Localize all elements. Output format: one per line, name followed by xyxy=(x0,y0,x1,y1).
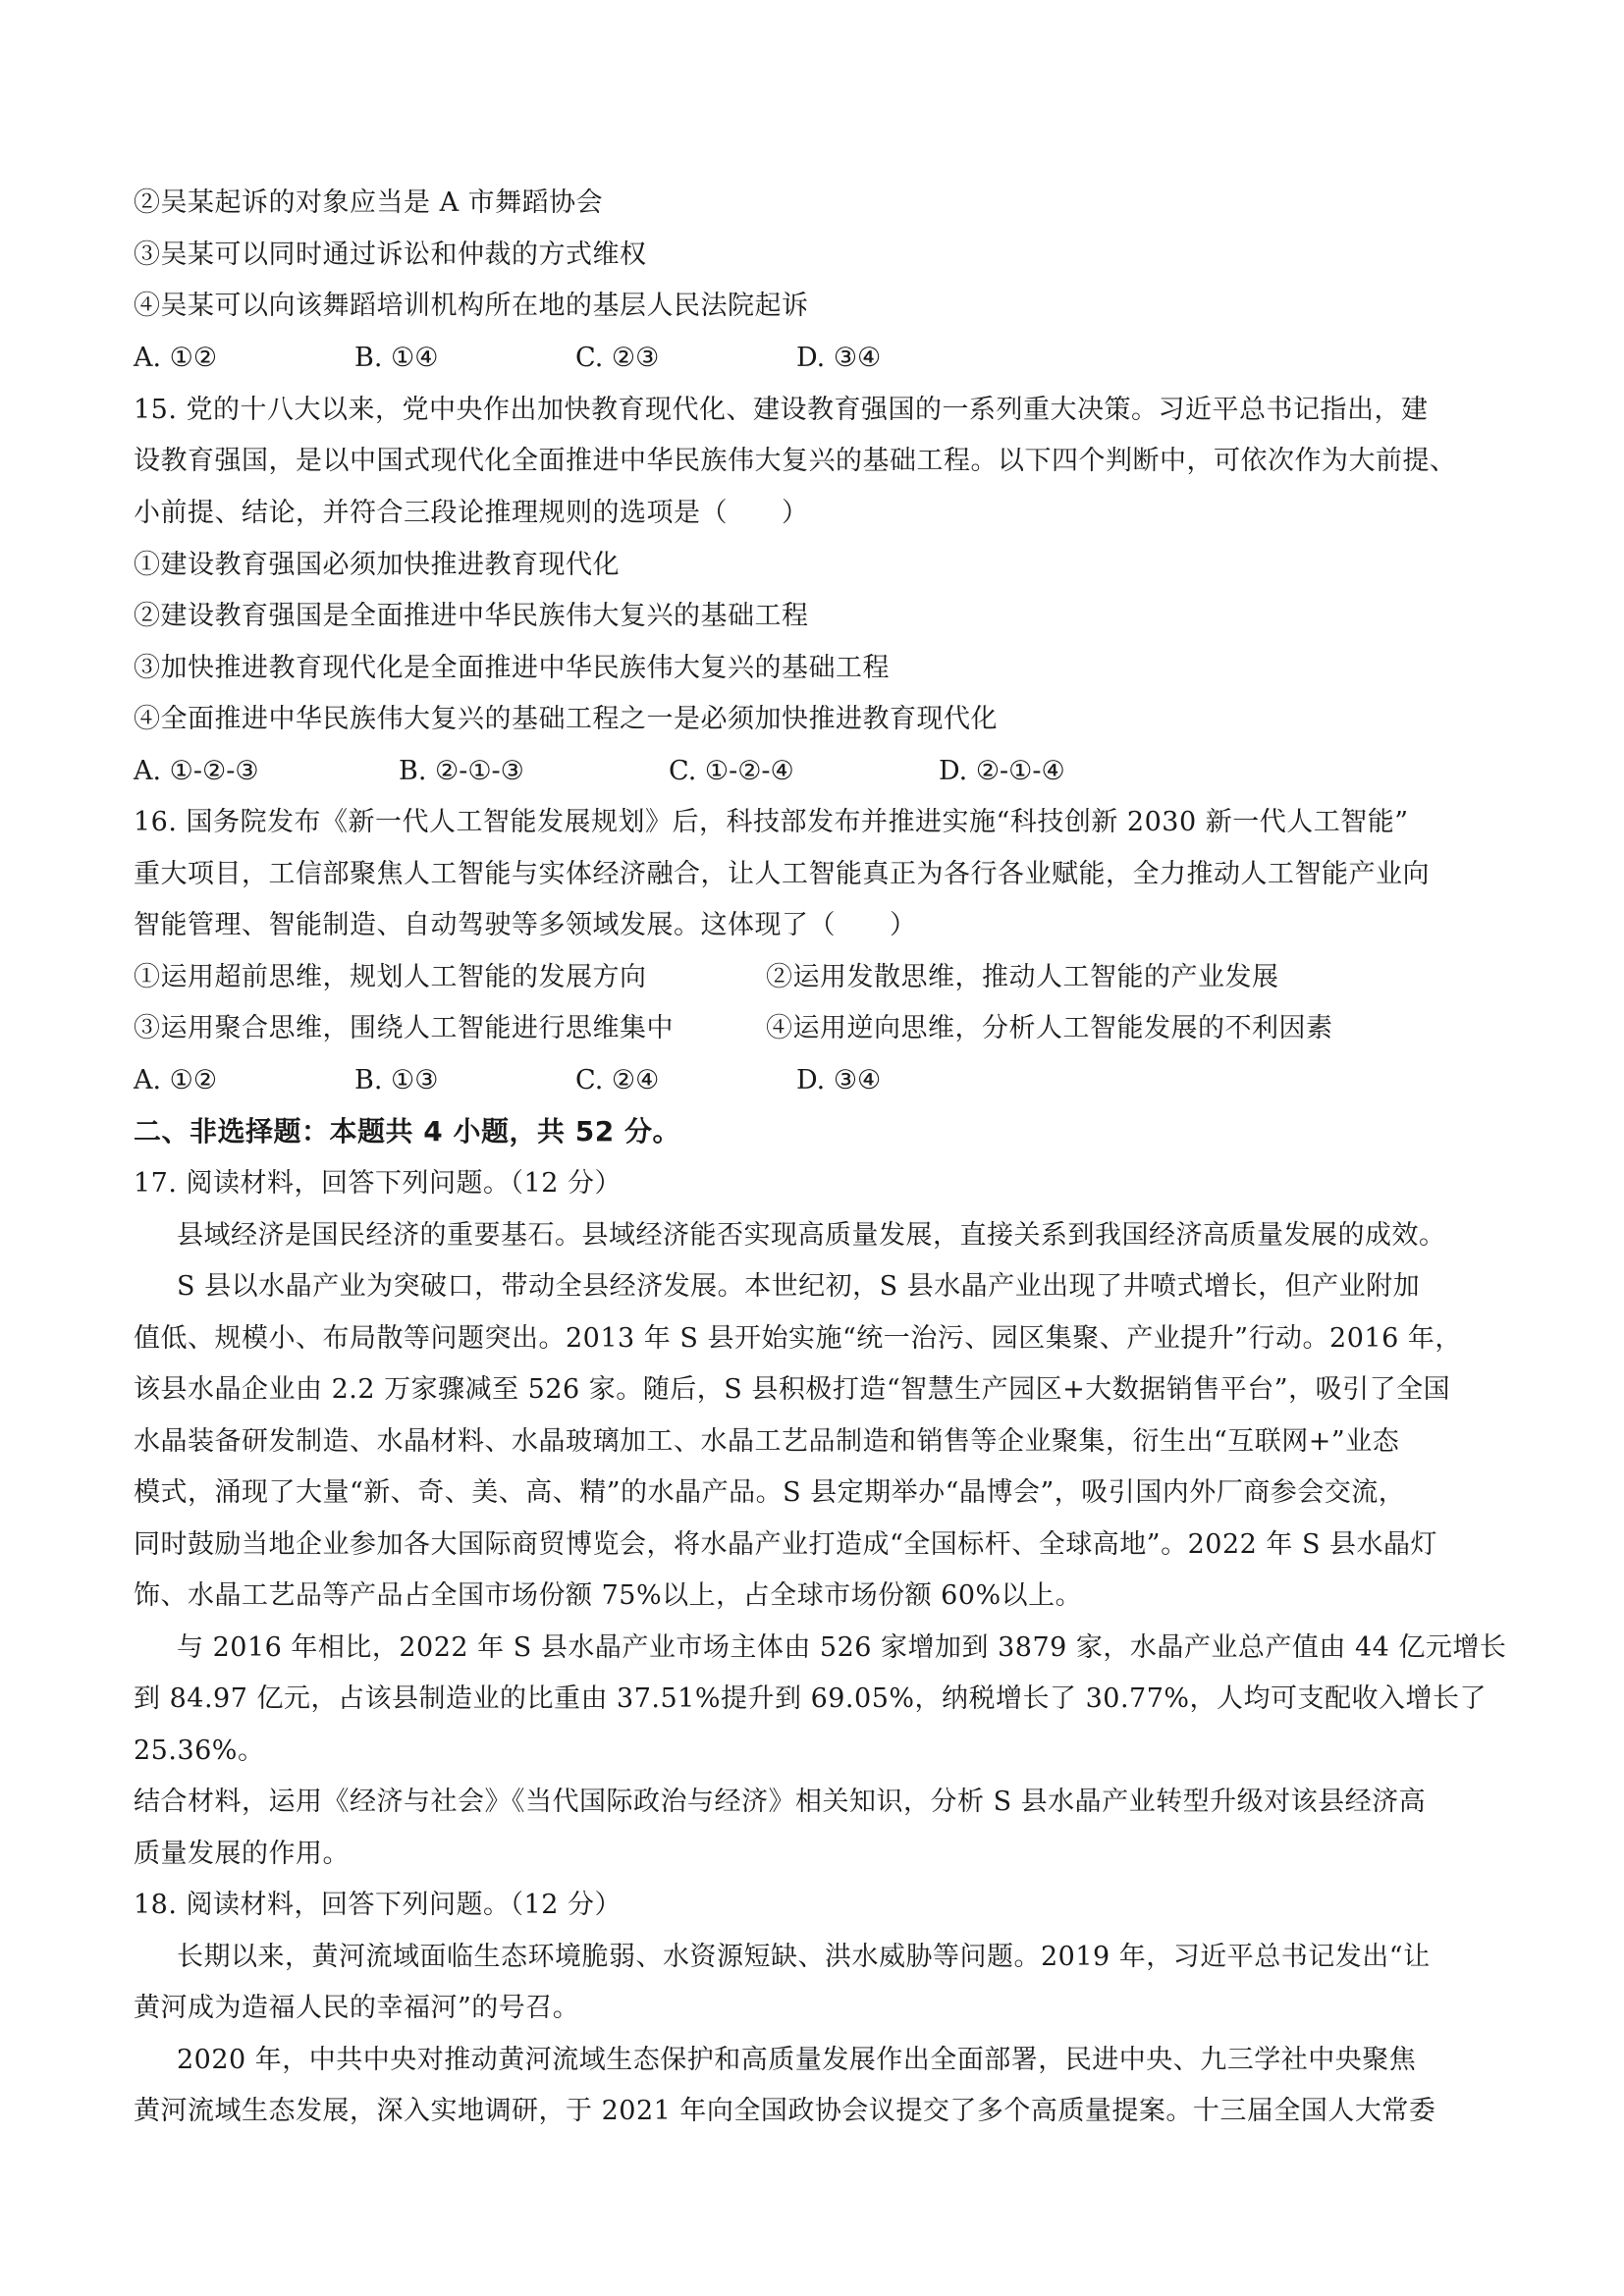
q16-item-3: ③运用聚合思维，围绕人工智能进行思维集中 xyxy=(134,1013,674,1043)
q15-item-3: ③加快推进教育现代化是全面推进中华民族伟大复兴的基础工程 xyxy=(134,653,890,683)
q15-stem-line-2: 设教育强国，是以中国式现代化全面推进中华民族伟大复兴的基础工程。以下四个判断中，可依次作为大前提、 xyxy=(134,446,1457,476)
q14-item-4: ④吴某可以向该舞蹈培训机构所在地的基层人民法院起诉 xyxy=(134,291,809,321)
q17-para-2-line-5: 模式，涌现了大量“新、奇、美、高、精”的水晶产品。S 县定期举办“晶博会”，吸引国内外厂商参会交流， xyxy=(134,1477,1406,1508)
q17-para-2-line-7: 饰、水晶工艺品等产品占全国市场份额 75%以上，占全球市场份额 60%以上。 xyxy=(134,1580,1083,1611)
q17-para-2-line-6: 同时鼓励当地企业参加各大国际商贸博览会，将水晶产业打造成“全国标杆、全球高地”。2022 年 S 县水晶灯 xyxy=(134,1529,1438,1560)
q15-option-a: A. ①-②-③ xyxy=(134,756,259,786)
q16-item-4: ④运用逆向思维，分析人工智能发展的不利因素 xyxy=(766,1013,1333,1043)
q14-option-b: B. ①④ xyxy=(354,343,439,373)
q15-item-2: ②建设教育强国是全面推进中华民族伟大复兴的基础工程 xyxy=(134,601,809,631)
q18-para-1-line-2: 黄河成为造福人民的幸福河”的号召。 xyxy=(134,1993,580,2023)
q17-para-1: 县域经济是国民经济的重要基石。县域经济能否实现高质量发展，直接关系到我国经济高质量发展的成效。 xyxy=(177,1220,1446,1251)
q15-option-c: C. ①-②-④ xyxy=(669,756,794,786)
q16-stem-line-1: 16. 国务院发布《新一代人工智能发展规划》后，科技部发布并推进实施“科技创新 2030 新一代人工智能” xyxy=(134,807,1409,837)
q14-item-3: ③吴某可以同时通过诉讼和仲裁的方式维权 xyxy=(134,240,647,270)
q14-option-c: C. ②③ xyxy=(575,343,660,373)
q17-para-2-line-4: 水晶装备研发制造、水晶材料、水晶玻璃加工、水晶工艺品制造和销售等企业聚集，衍生出“互联网+”业态 xyxy=(134,1426,1400,1457)
q15-item-4: ④全面推进中华民族伟大复兴的基础工程之一是必须加快推进教育现代化 xyxy=(134,704,998,734)
q17-para-3-line-2: 到 84.97 亿元，占该县制造业的比重由 37.51%提升到 69.05%，纳税增长了 30.77%，人均可支配收入增长了 xyxy=(134,1683,1488,1714)
q17-para-2-line-3: 该县水晶企业由 2.2 万家骤减至 526 家。随后，S 县积极打造“智慧生产园区+大数据销售平台”，吸引了全国 xyxy=(134,1374,1451,1405)
q15-item-1: ①建设教育强国必须加快推进教育现代化 xyxy=(134,550,620,580)
q15-stem-line-3: 小前提、结论，并符合三段论推理规则的选项是（ ） xyxy=(134,498,809,528)
q18-para-2-line-1: 2020 年，中共中央对推动黄河流域生态保护和高质量发展作出全面部署，民进中央、九三学社中央聚焦 xyxy=(177,2045,1417,2075)
q14-option-d: D. ③④ xyxy=(796,343,882,373)
q16-stem-line-3: 智能管理、智能制造、自动驾驶等多领域发展。这体现了（ ） xyxy=(134,910,917,940)
q17-para-2-line-2: 值低、规模小、布局散等问题突出。2013 年 S 县开始实施“统一治污、园区集聚、产业提升”行动。2016 年， xyxy=(134,1323,1462,1354)
q18-title: 18. 阅读材料，回答下列问题。（12 分） xyxy=(134,1890,622,1920)
q14-item-2: ②吴某起诉的对象应当是 A 市舞蹈协会 xyxy=(134,187,604,218)
q17-title: 17. 阅读材料，回答下列问题。（12 分） xyxy=(134,1168,622,1199)
q16-option-d: D. ③④ xyxy=(796,1065,882,1095)
q17-para-2-line-1: S 县以水晶产业为突破口，带动全县经济发展。本世纪初，S 县水晶产业出现了井喷式增长，但产业附加 xyxy=(177,1271,1421,1302)
q18-para-1-line-1: 长期以来，黄河流域面临生态环境脆弱、水资源短缺、洪水威胁等问题。2019 年，习近平总书记发出“让 xyxy=(177,1942,1431,1972)
q17-question-line-1: 结合材料，运用《经济与社会》《当代国际政治与经济》相关知识，分析 S 县水晶产业转型升级对该县经济高 xyxy=(134,1787,1427,1817)
q16-items-row-2 xyxy=(134,1009,1506,1048)
q16-option-a: A. ①② xyxy=(134,1065,218,1095)
q16-item-1: ①运用超前思维，规划人工智能的发展方向 xyxy=(134,962,647,992)
q16-item-2: ②运用发散思维，推动人工智能的产业发展 xyxy=(766,962,1279,992)
q16-stem-line-2: 重大项目，工信部聚焦人工智能与实体经济融合，让人工智能真正为各行各业赋能，全力推动人工智能产业向 xyxy=(134,859,1430,889)
q16-items-row-1 xyxy=(134,958,1506,997)
q17-question-line-2: 质量发展的作用。 xyxy=(134,1839,350,1869)
q17-para-3-line-3: 25.36%。 xyxy=(134,1735,265,1766)
q15-option-b: B. ②-①-③ xyxy=(399,756,524,786)
q18-para-2-line-2: 黄河流域生态发展，深入实地调研，于 2021 年向全国政协会议提交了多个高质量提案。十三届全国人大常委 xyxy=(134,2096,1436,2126)
q14-option-a: A. ①② xyxy=(134,343,218,373)
q15-stem-line-1: 15. 党的十八大以来，党中央作出加快教育现代化、建设教育强国的一系列重大决策。习近平总书记指出，建 xyxy=(134,395,1429,425)
q16-option-c: C. ②④ xyxy=(575,1065,660,1095)
q16-option-b: B. ①③ xyxy=(354,1065,439,1095)
section-2-heading: 二、非选择题：本题共 4 小题，共 52 分。 xyxy=(134,1115,680,1148)
q15-option-d: D. ②-①-④ xyxy=(939,756,1065,786)
q17-para-3-line-1: 与 2016 年相比，2022 年 S 县水晶产业市场主体由 526 家增加到 3879 家，水晶产业总产值由 44 亿元增长 xyxy=(177,1632,1507,1663)
